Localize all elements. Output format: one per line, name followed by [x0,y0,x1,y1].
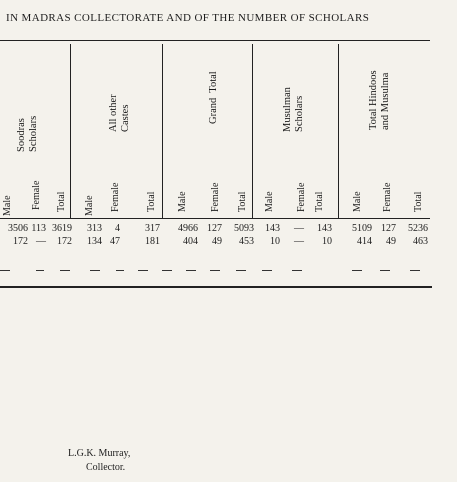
table-cell: 10 [270,236,280,247]
table-cell: — [294,223,304,234]
dash-mark [36,270,44,271]
group-divider [252,44,253,218]
dash-mark [210,270,220,271]
table-cell: 143 [265,223,280,234]
table-cell: 463 [413,236,428,247]
table-cell: 3619 [52,223,72,234]
dash-mark [262,270,272,271]
dash-mark [186,270,196,271]
col-header: Female [210,182,221,212]
table-cell: 127 [381,223,396,234]
col-header: Female [110,182,121,212]
table-cell: 127 [207,223,222,234]
col-header: Female [31,180,42,210]
signature-name: L.G.K. Murray, [68,448,131,459]
dash-mark [380,270,390,271]
header-bottom-rule [0,218,430,219]
col-header: Male [177,191,188,212]
col-header: Male [84,195,95,216]
signature-role: Collector. [86,462,126,473]
table-cell: 47 [110,236,120,247]
group-header-grand-total: Grand Total [208,71,219,124]
dash-mark [162,270,172,271]
table-cell: 414 [357,236,372,247]
table-cell: 134 [87,236,102,247]
col-header: Male [2,195,13,216]
table-cell: — [36,236,46,247]
table-cell: 143 [317,223,332,234]
table-cell: 49 [212,236,222,247]
table-cell: 181 [145,236,160,247]
table-cell: 172 [57,236,72,247]
table-cell: 172 [13,236,28,247]
col-header: Total [413,191,424,212]
dash-mark [116,270,124,271]
table-cell: 5093 [234,223,254,234]
col-header: Total [146,191,157,212]
col-header: Total [237,191,248,212]
col-header: Female [296,182,307,212]
col-header: Male [264,191,275,212]
dash-mark [292,270,302,271]
group-divider [70,44,71,218]
col-header: Male [352,191,363,212]
group-divider [338,44,339,218]
table-cell: 4 [115,223,120,234]
table-cell: 317 [145,223,160,234]
col-header: Total [314,191,325,212]
col-header: Total [56,191,67,212]
table-cell: 313 [87,223,102,234]
dash-mark [138,270,148,271]
group-header-musulman: Musulman Scholars [282,87,305,132]
col-header: Female [382,182,393,212]
table-bottom-rule [0,286,432,288]
dash-mark [0,270,10,271]
table-cell: 10 [322,236,332,247]
group-divider [162,44,163,218]
group-header-total-hindoos: Total Hindoos and Musulma [368,70,391,130]
table-cell: 453 [239,236,254,247]
header-top-rule [0,40,430,41]
table-cell: 113 [31,223,46,234]
group-header-other-castes: All other Castes [108,94,131,132]
table-cell: — [294,236,304,247]
table-cell: 49 [386,236,396,247]
dash-mark [352,270,362,271]
dash-mark [236,270,246,271]
dash-mark [60,270,70,271]
table-cell: 5236 [408,223,428,234]
table-cell: 3506 [8,223,28,234]
page-title: IN MADRAS COLLECTORATE AND OF THE NUMBER OF SCHOLARS [6,12,370,24]
dash-mark [90,270,100,271]
table-cell: 4966 [178,223,198,234]
table-cell: 404 [183,236,198,247]
table-cell: 5109 [352,223,372,234]
group-header-soodras: Soodras Scholars [16,115,39,152]
dash-mark [410,270,420,271]
